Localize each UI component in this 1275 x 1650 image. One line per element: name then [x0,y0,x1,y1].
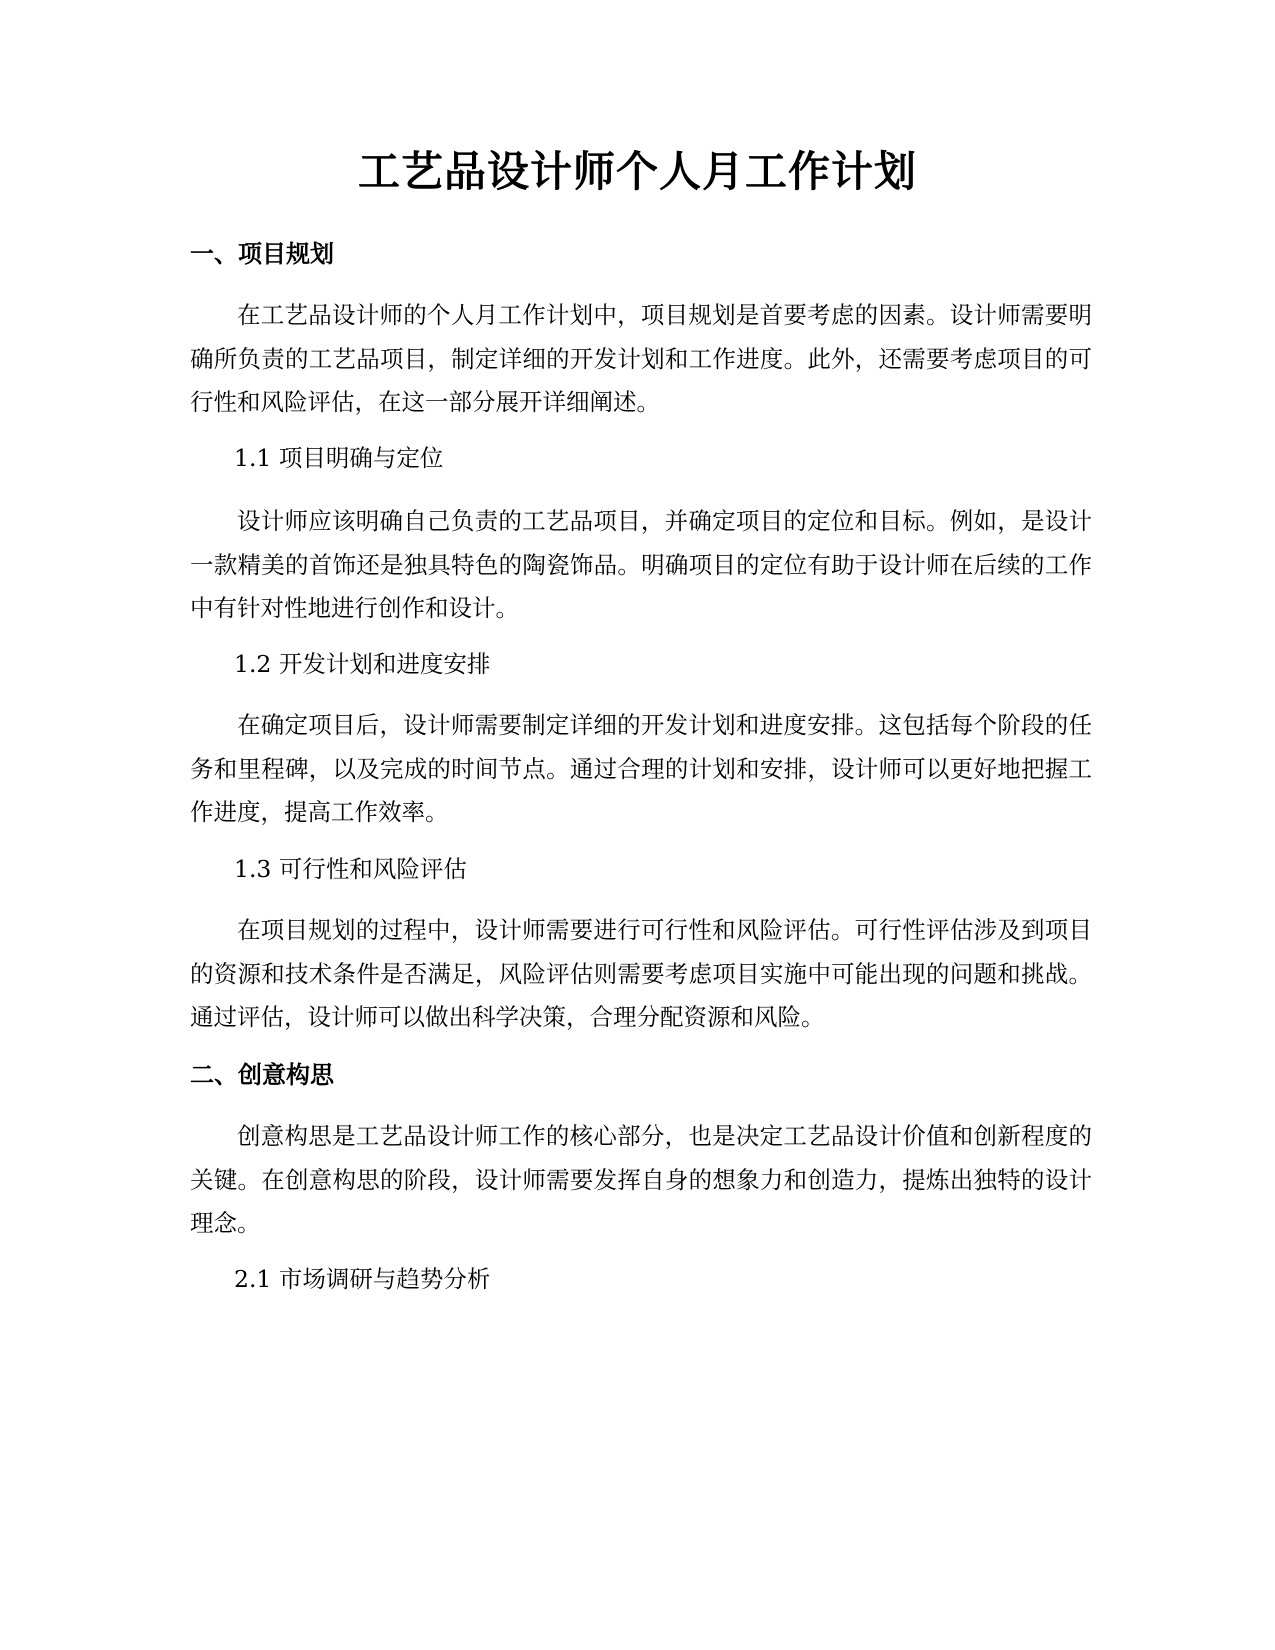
section-heading-project-planning: 一、项目规划 [190,240,334,268]
section-intro-project-planning: 在工艺品设计师的个人月工作计划中，项目规划是首要考虑的因素。设计师需要明确所负责的工艺品项目，制定详细的开发计划和工作进度。此外，还需要考虑项目的可行性和风险评估，在这一部分展开详细阐述。 [190,301,1092,416]
subsection-title-1-3: 1.3 可行性和风险评估 [234,855,467,883]
subsection-body-1-2: 在确定项目后，设计师需要制定详细的开发计划和进度安排。这包括每个阶段的任务和里程碑，以及完成的时间节点。通过合理的计划和安排，设计师可以更好地把握工作进度，提高工作效率。 [190,711,1092,826]
subsection-body-1-3: 在项目规划的过程中，设计师需要进行可行性和风险评估。可行性评估涉及到项目的资源和技术条件是否满足，风险评估则需要考虑项目实施中可能出现的问题和挑战。通过评估，设计师可以做出科学决策，合理分配资源和风险。 [190,916,1092,1031]
document-title: 工艺品设计师个人月工作计划 [357,147,917,196]
section-heading-creative-concept: 二、创意构思 [190,1061,334,1089]
section-intro-creative-concept: 创意构思是工艺品设计师工作的核心部分，也是决定工艺品设计价值和创新程度的关键。在创意构思的阶段，设计师需要发挥自身的想象力和创造力，提炼出独特的设计理念。 [190,1122,1092,1237]
subsection-title-2-1: 2.1 市场调研与趋势分析 [234,1265,491,1293]
subsection-body-1-1: 设计师应该明确自己负责的工艺品项目，并确定项目的定位和目标。例如，是设计一款精美的首饰还是独具特色的陶瓷饰品。明确项目的定位有助于设计师在后续的工作中有针对性地进行创作和设计。 [190,507,1092,622]
subsection-title-1-2: 1.2 开发计划和进度安排 [234,650,491,678]
subsection-title-1-1: 1.1 项目明确与定位 [234,444,444,472]
